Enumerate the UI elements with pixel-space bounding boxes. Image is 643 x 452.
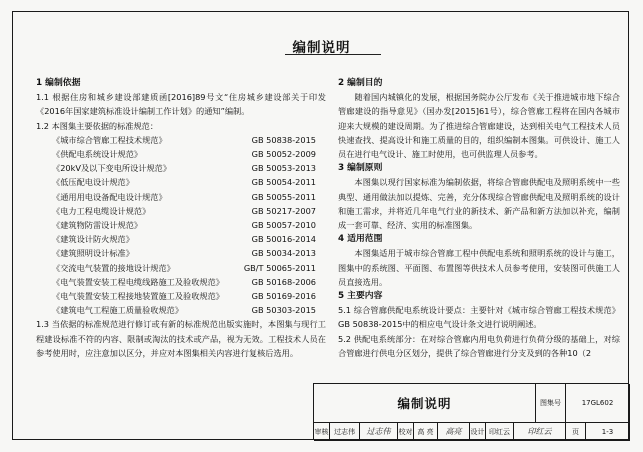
standard-code: GB 50057-2010 bbox=[251, 220, 316, 231]
title-block-title: 编制说明 bbox=[314, 384, 536, 423]
paragraph: 本图集以现行国家标准为编制依据，将综合管廊供配电及照明系统中一些典型、通用做法加以提炼、完善，充分体现综合管廊供配电及照明系统的设计和施工需求，并将近几年电气行业的新技术、新产品和新方法加以补充，编制成一套可靠、经济、实用的标准图集。 bbox=[338, 177, 620, 231]
standard-code: GB 50053-2013 bbox=[251, 163, 316, 174]
standard-name: 《建筑设计防火规范》 bbox=[52, 234, 134, 245]
page-number: 1-3 bbox=[586, 423, 630, 441]
standard-name: 《建筑照明设计标准》 bbox=[52, 248, 134, 259]
standard-code: GB 50034-2013 bbox=[251, 248, 316, 259]
section-heading: 3 编制原则 bbox=[338, 163, 383, 174]
designer-signature: 印红云 bbox=[514, 423, 566, 441]
standard-row bbox=[36, 161, 326, 175]
standard-code: GB 50303-2015 bbox=[251, 305, 316, 316]
standard-code: GB/T 50065-2011 bbox=[243, 262, 316, 273]
standard-name: 《电气装置安装工程电缆线路施工及验收规范》 bbox=[52, 276, 224, 287]
title-block bbox=[313, 383, 629, 440]
check-label: 校对 bbox=[398, 423, 414, 441]
paragraph: 5.2 供配电系统部分：在对综合管廊内用电负荷进行负荷分级的基础上，对综合管廊进行供电分区划分，提供了综合管廊进行分支及到的各种10（2 bbox=[338, 333, 620, 358]
standard-code: GB 50052-2009 bbox=[251, 149, 316, 160]
standards-list bbox=[36, 133, 326, 318]
reviewer-name: 过志伟 bbox=[330, 423, 360, 441]
review-label: 审核 bbox=[314, 423, 330, 441]
standard-row bbox=[36, 204, 326, 218]
atlas-number: 17GL602 bbox=[566, 384, 630, 423]
right-column bbox=[338, 76, 620, 360]
standard-row bbox=[36, 232, 326, 246]
designer-name: 印红云 bbox=[486, 423, 514, 441]
standard-code: GB 50217-2007 bbox=[251, 205, 316, 216]
standard-row bbox=[36, 289, 326, 303]
atlas-label: 图集号 bbox=[536, 384, 566, 423]
standard-row bbox=[36, 275, 326, 289]
page-label: 页 bbox=[566, 423, 586, 441]
standard-row bbox=[36, 133, 326, 147]
standard-row bbox=[36, 175, 326, 189]
title-underline bbox=[285, 54, 381, 55]
standard-code: GB 50054-2011 bbox=[251, 177, 316, 188]
standard-row bbox=[36, 190, 326, 204]
standard-name: 《通用用电设备配电设计规范》 bbox=[52, 191, 167, 202]
checker-signature: 高亮 bbox=[438, 423, 470, 441]
paragraph: 1.1 根据住房和城乡建设部建质函[2016]89号文“住房城乡建设部关于印发《2016年国家建筑标准设计编制工作计划》的通知”编制。 bbox=[36, 92, 326, 117]
standard-name: 《电力工程电缆设计规范》 bbox=[52, 205, 151, 216]
section-heading: 4 适用范围 bbox=[338, 234, 383, 245]
paragraph: 本图集适用于城市综合管廊工程中供配电系统和照明系统的设计与施工，图集中的系统图、平面图、布置图等供技术人员参考使用，安装图可供施工人员直接选用。 bbox=[338, 248, 620, 287]
standard-name: 《供配电系统设计规范》 bbox=[52, 149, 143, 160]
design-label: 设计 bbox=[470, 423, 486, 441]
standard-name: 《20kV及以下变电所设计规范》 bbox=[52, 163, 172, 174]
standard-row bbox=[36, 218, 326, 232]
paragraph: 1.2 本图集主要依据的标准规范： bbox=[36, 120, 159, 131]
checker-name: 高 亮 bbox=[414, 423, 438, 441]
standard-row bbox=[36, 147, 326, 161]
standard-name: 《城市综合管廊工程技术规范》 bbox=[52, 134, 167, 145]
section-heading: 1 编制依据 bbox=[36, 78, 81, 88]
left-column bbox=[36, 76, 326, 360]
page-title: 编制说明 bbox=[292, 40, 351, 56]
standard-row bbox=[36, 261, 326, 275]
standard-name: 《建筑物防雷设计规范》 bbox=[52, 220, 143, 231]
section-heading: 2 编制目的 bbox=[338, 78, 383, 88]
standard-name: 《低压配电设计规范》 bbox=[52, 177, 134, 188]
standard-code: GB 50016-2014 bbox=[251, 234, 316, 245]
standard-code: GB 50055-2011 bbox=[251, 191, 316, 202]
standard-name: 《电气装置安装工程接地装置施工及验收规范》 bbox=[52, 291, 224, 302]
paragraph: 1.3 当依据的标准规范进行修订或有新的标准规范出版实施时，本图集与现行工程建设标准不符的内容、限制或淘汰的技术或产品，视为无效。工程技术人员在参考使用时，应注意加以区分，并应对本图集相关内容进行复核后选用。 bbox=[36, 319, 326, 358]
standard-name: 《交流电气装置的接地设计规范》 bbox=[52, 262, 175, 273]
standard-row bbox=[36, 303, 326, 317]
paragraph: 随着国内城镇化的发展，根据国务院办公厅发布《关于推进城市地下综合管廊建设的指导意见》（国办发[2015]61号），综合管廊工程将在国内各城市迎来大规模的建设周期。为了推进综合管廊建设，达到相关电气工程技术人员快速查找、提高设计和施工质量的目的，组织编制本图集。可供设计、施工人员在进行电气设计、施工时使用，也可供监理人员参考。 bbox=[338, 92, 620, 160]
paragraph: 5.1 综合管廊供配电系统设计要点：主要针对《城市综合管廊工程技术规范》GB 50838-2015中的相应电气设计条文进行说明阐述。 bbox=[338, 305, 620, 330]
standard-code: GB 50168-2006 bbox=[251, 276, 316, 287]
standard-name: 《建筑电气工程施工质量验收规范》 bbox=[52, 305, 184, 316]
reviewer-signature: 过志伟 bbox=[360, 423, 398, 441]
standard-code: GB 50838-2015 bbox=[251, 134, 316, 145]
section-heading: 5 主要内容 bbox=[338, 291, 383, 302]
standard-row bbox=[36, 246, 326, 260]
page-body bbox=[20, 18, 623, 434]
standard-code: GB 50169-2016 bbox=[251, 291, 316, 302]
